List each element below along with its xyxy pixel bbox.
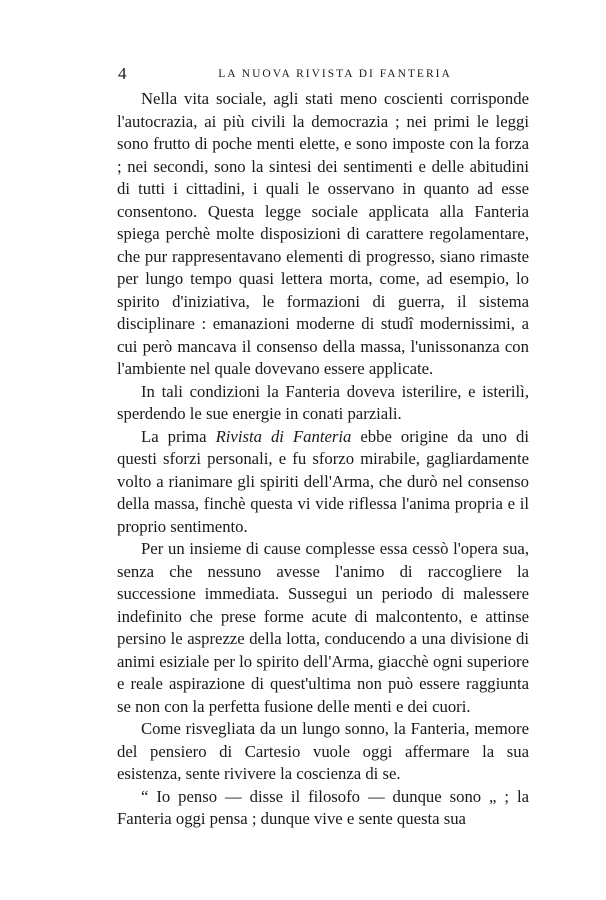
page-header: [118, 64, 530, 84]
journal-title: Rivista di Fanteria: [215, 426, 352, 446]
paragraph: In tali condizioni la Fanteria doveva isterilire, e isterilì, sperdendo le sue energie in conati parziali.: [117, 381, 529, 423]
paragraph: Nella vita sociale, agli stati meno coscienti corrisponde l'autocrazia, ai più civili la democrazia ; nei primi le leggi sono frutto di poche menti elette, e sono imposte con la forza ; nei secondi, sono la sintesi dei sentimenti e delle abitudini di tutti i cittadini, i quali le osservano in quanto ad esse consentono. Questa legge sociale applicata alla Fanteria spiega perchè molte disposizioni di carattere regolamentare, che pur rappresentavano elementi di progresso, siano rimaste per lungo tempo quasi lettera morta, come, ad esempio, lo spirito d'iniziativa, le formazioni di guerra, il sistema disciplinare : emanazioni moderne di studî modernissimi, a cui però mancava il consenso della massa, l'unissonanza con l'ambiente nel quale dovevano essere applicate.: [117, 89, 529, 378]
body-text: [117, 88, 529, 831]
page-number: 4: [118, 64, 127, 83]
paragraph: “ Io penso — disse il filosofo — dunque sono „ ; la Fanteria oggi pensa ; dunque vive e sente questa sua: [117, 786, 529, 828]
paragraph: [117, 426, 529, 539]
paragraph: Come risvegliata da un lungo sonno, la Fanteria, memore del pensiero di Cartesio vuole oggi affermare la sua esistenza, sente rivivere la coscienza di se.: [117, 719, 529, 783]
paragraph-text-start: La prima: [141, 426, 216, 446]
paragraph: Per un insieme di cause complesse essa cessò l'opera sua, senza che nessuno avesse l'animo di raccogliere la successione immediata. Sussegui un periodo di malessere indefinito che prese forme acute di malcontento, e attinse persino le asprezze della lotta, conducendo a una divisione di animi esiziale per lo spirito dell'Arma, giacchè ogni superiore e reale aspirazione di quest'ultima non può essere raggiunta se non con la perfetta fusione delle menti e dei cuori.: [117, 539, 529, 716]
running-head: LA NUOVA RIVISTA DI FANTERIA: [218, 68, 452, 80]
paragraph-text-end: ebbe origine da uno di questi sforzi personali, e fu sforzo mirabile, gagliardamente volto a rianimare gli spiriti dell'Arma, che durò nel consenso della massa, finchè questa vi vide riflessa l'anima propria e il proprio sentimento.: [117, 426, 530, 536]
